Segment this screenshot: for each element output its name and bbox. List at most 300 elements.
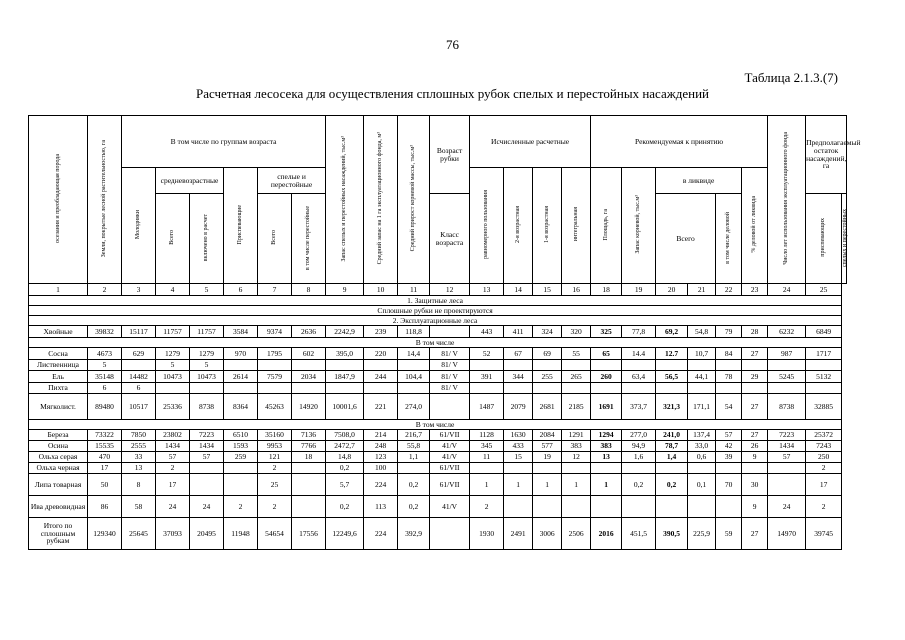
table-cell [224,463,258,474]
table-cell: 5 [190,360,224,371]
row-label: Лиственница [29,360,88,371]
table-cell [622,383,656,394]
forest-cut-table [28,115,861,550]
table-cell: 970 [224,348,258,360]
table-cell [622,463,656,474]
table-cell [688,360,716,371]
table-cell: 8 [122,474,156,496]
table-cell: 41/V [430,452,470,463]
table-cell [656,463,688,474]
table-cell: 1930 [470,518,504,550]
table-cell: 15117 [122,326,156,338]
table-cell: 577 [533,441,562,452]
table-cell: 265 [562,371,591,383]
table-row [29,394,847,420]
table-row [29,383,847,394]
table-cell: 1 [470,474,504,496]
table-cell: 10,7 [688,348,716,360]
table-cell: 25645 [122,518,156,550]
table-cell: 27 [742,394,768,420]
section-title: 2. Эксплуатационные леса [29,316,842,326]
table-cell: 39745 [806,518,842,550]
table-cell: 6 [88,383,122,394]
table-cell: 33,0 [688,441,716,452]
column-number: 6 [224,284,258,296]
table-cell [716,383,742,394]
table-cell: 321,3 [656,394,688,420]
row-label: Ольха черная [29,463,88,474]
table-cell: 58 [122,496,156,518]
table-cell [591,496,622,518]
table-cell [591,360,622,371]
table-cell: 1795 [258,348,292,360]
header-cell: Приспевающие [224,168,258,284]
table-cell [806,360,842,371]
table-cell: 61/VII [430,474,470,496]
table-cell: 32885 [806,394,842,420]
header-cell: включено в расчет [190,194,224,284]
table-cell: 1487 [470,394,504,420]
table-cell: 2 [224,496,258,518]
table-cell: 2 [806,463,842,474]
section-title: 1. Защитные леса [29,296,842,306]
table-cell: 73322 [88,430,122,441]
table-cell: 7850 [122,430,156,441]
table-cell [716,463,742,474]
header-cell: Рекомендуемая к принятию [591,116,768,168]
table-label: Таблица 2.1.3.(7) [744,70,838,85]
table-cell [190,474,224,496]
table-cell [224,360,258,371]
table-cell: 24 [156,496,190,518]
table-cell [364,383,398,394]
header-cell: Средний прирост корневой массы, тыс.м³ [398,116,430,284]
header-cell: В том числе по группам возраста [122,116,326,168]
column-number: 8 [292,284,326,296]
table-cell: 11757 [190,326,224,338]
column-number: 12 [430,284,470,296]
column-number: 9 [326,284,364,296]
table-cell: 118,8 [398,326,430,338]
table-cell: 41/V [430,441,470,452]
table-cell [430,394,470,420]
table-cell: 1 [562,474,591,496]
column-number: 11 [398,284,430,296]
row-label: Хвойные [29,326,88,338]
table-cell: 10517 [122,394,156,420]
table-cell: 2 [470,496,504,518]
table-cell: 37093 [156,518,190,550]
table-cell: 0,2 [656,474,688,496]
header-cell: Исчисленные расчетные [470,116,591,168]
table-cell: 2636 [292,326,326,338]
column-number: 10 [364,284,398,296]
column-number: 7 [258,284,292,296]
table-cell: 225,9 [688,518,716,550]
table-cell: 470 [88,452,122,463]
table-cell: 629 [122,348,156,360]
table-cell [292,360,326,371]
table-cell: 25336 [156,394,190,420]
table-cell: 13 [591,452,622,463]
table-cell: 15 [504,452,533,463]
table-cell: 0,2 [326,463,364,474]
table-cell: 81/ V [430,348,470,360]
header-cell: Класс возраста [430,194,470,284]
row-label: Береза [29,430,88,441]
table-cell: 14,8 [326,452,364,463]
table-row [29,430,847,441]
table-cell: 0,2 [326,496,364,518]
table-row [29,518,847,550]
table-cell [768,474,806,496]
table-cell: 2185 [562,394,591,420]
header-cell: Земли, покрытые лесной растительностью, га [88,116,122,284]
table-cell: 0,6 [688,452,716,463]
column-number: 15 [533,284,562,296]
table-row [29,360,847,371]
table-cell: 1434 [768,441,806,452]
table-cell: 121 [258,452,292,463]
table-cell: 250 [806,452,842,463]
table-cell: 81/ V [430,360,470,371]
table-cell: 25 [258,474,292,496]
table-row [29,348,847,360]
table-cell: 12.7 [656,348,688,360]
table-cell: 224 [364,518,398,550]
table-cell: 325 [591,326,622,338]
header-cell: 1-я возрастная [533,168,562,284]
table-cell: 5132 [806,371,842,383]
table-cell: 129340 [88,518,122,550]
table-cell: 411 [504,326,533,338]
table-cell: 123 [364,452,398,463]
table-cell [504,360,533,371]
table-cell: 345 [470,441,504,452]
table-cell: 7766 [292,441,326,452]
header-cell: Всего [656,194,716,284]
header-cell: Запас спелых и перестойных насаждений, тыс.м³ [326,116,364,284]
row-label: Ива древовидная [29,496,88,518]
table-cell [398,463,430,474]
table-cell: 1291 [562,430,591,441]
table-cell: 27 [742,518,768,550]
table-cell [656,383,688,394]
table-cell: 27 [742,348,768,360]
table-cell: 14970 [768,518,806,550]
table-cell: 29 [742,371,768,383]
table-cell [622,496,656,518]
table-cell: 2084 [533,430,562,441]
table-cell: 244 [364,371,398,383]
table-cell [258,383,292,394]
table-cell: 2 [156,463,190,474]
table-cell [562,496,591,518]
column-number: 5 [190,284,224,296]
table-cell: 6232 [768,326,806,338]
table-cell [190,383,224,394]
table-cell: 2614 [224,371,258,383]
subheading: В том числе [29,338,842,348]
table-cell: 8738 [190,394,224,420]
row-label: Ель [29,371,88,383]
table-cell: 61/VII [430,463,470,474]
table-cell: 6 [122,383,156,394]
table-cell [768,383,806,394]
column-number: 22 [716,284,742,296]
column-number: 14 [504,284,533,296]
table-cell: 0,1 [688,474,716,496]
table-cell: 78,7 [656,441,688,452]
table-cell: 2242,9 [326,326,364,338]
table-cell: 214 [364,430,398,441]
table-cell [156,383,190,394]
table-cell: 25372 [806,430,842,441]
table-cell: 2472,7 [326,441,364,452]
table-cell: 7508,0 [326,430,364,441]
table-cell: 1717 [806,348,842,360]
column-number: 19 [622,284,656,296]
table-cell: 104,4 [398,371,430,383]
header-cell: 2-я возрастная [504,168,533,284]
table-title: Расчетная лесосека для осуществления сплошных рубок спелых и перестойных насаждений [196,86,709,101]
table-cell [398,360,430,371]
table-cell: 56,5 [656,371,688,383]
table-cell [591,383,622,394]
table-cell: 248 [364,441,398,452]
table-cell: 18 [292,452,326,463]
table-cell: 2506 [562,518,591,550]
table-cell: 1434 [190,441,224,452]
header-cell: в том числе деловой [716,194,742,284]
table-cell: 2 [806,496,842,518]
table-cell: 1279 [190,348,224,360]
header-cell: Всего [156,194,190,284]
table-cell: 30 [742,474,768,496]
table-cell: 395,0 [326,348,364,360]
table-cell: 1593 [224,441,258,452]
table-cell [122,360,156,371]
table-cell: 1128 [470,430,504,441]
table-cell: 1847,9 [326,371,364,383]
table-cell: 8738 [768,394,806,420]
table-cell: 2034 [292,371,326,383]
column-number: 24 [768,284,806,296]
table-cell: 383 [562,441,591,452]
header-cell: в том числе перестойные [292,194,326,284]
table-cell: 42 [716,441,742,452]
table-cell: 14920 [292,394,326,420]
table-cell: 2681 [533,394,562,420]
table-cell: 78 [716,371,742,383]
table-cell [768,360,806,371]
table-cell: 8364 [224,394,258,420]
table-cell: 24 [190,496,224,518]
table-cell: 35160 [258,430,292,441]
table-cell [398,383,430,394]
table-cell [688,463,716,474]
column-number: 16 [562,284,591,296]
table-cell: 320 [562,326,591,338]
table-cell: 2079 [504,394,533,420]
table-cell: 1,6 [622,452,656,463]
table-cell: 86 [88,496,122,518]
table-cell [470,360,504,371]
table-cell: 94,9 [622,441,656,452]
table-cell: 63,4 [622,371,656,383]
table-cell: 19 [533,452,562,463]
table-cell [224,383,258,394]
table-cell [688,383,716,394]
table-cell: 5 [88,360,122,371]
header-cell: осезания и преобладающая порода [29,116,88,284]
table-cell [533,383,562,394]
table-cell: 113 [364,496,398,518]
table-cell: 15535 [88,441,122,452]
table-cell: 24 [768,496,806,518]
table-cell [656,496,688,518]
table-cell: 17 [88,463,122,474]
table-cell [258,360,292,371]
subheading: В том числе [29,420,842,430]
table-cell: 44,1 [688,371,716,383]
table-cell: 0,2 [398,474,430,496]
table-cell: 1 [504,474,533,496]
table-row [29,496,847,518]
table-cell: 344 [504,371,533,383]
header-cell: Молодняки [122,168,156,284]
table-cell [504,463,533,474]
table-cell [533,360,562,371]
header-cell: Средний запас на 1 га эксплуатационного фонда, м³ [364,116,398,284]
table-cell: 69,2 [656,326,688,338]
table-cell: 54,8 [688,326,716,338]
table-cell: 20495 [190,518,224,550]
column-number: 1 [29,284,88,296]
table-cell: 10473 [190,371,224,383]
table-cell [292,474,326,496]
table-cell: 390,5 [656,518,688,550]
header-cell: Предполагаемый остаток насаждений, га [806,116,847,194]
row-label: Сосна [29,348,88,360]
table-cell [562,383,591,394]
table-cell: 1434 [156,441,190,452]
table-cell: 10001,6 [326,394,364,420]
table-cell: 100 [364,463,398,474]
table-cell [292,463,326,474]
table-cell [430,518,470,550]
header-cell: спелых и перестойных [842,194,847,284]
header-cell: Запас корневой, тыс.м³ [622,168,656,284]
table-cell [326,383,364,394]
row-label: Липа товарная [29,474,88,496]
table-cell: 277,0 [622,430,656,441]
table-cell [470,383,504,394]
table-cell: 17556 [292,518,326,550]
column-number: 3 [122,284,156,296]
table-cell: 2 [258,463,292,474]
column-number: 21 [688,284,716,296]
table-cell: 6849 [806,326,842,338]
table-cell [742,463,768,474]
table-cell: 3584 [224,326,258,338]
table-cell: 2491 [504,518,533,550]
table-cell: 239 [364,326,398,338]
table-cell: 373,7 [622,394,656,420]
table-cell [716,360,742,371]
table-cell: 1294 [591,430,622,441]
table-cell: 14482 [122,371,156,383]
table-cell: 0,2 [398,496,430,518]
header-cell: в ликвиде [656,168,742,194]
table-cell: 13 [122,463,156,474]
table-cell [326,360,364,371]
table-cell: 35148 [88,371,122,383]
column-number: 2 [88,284,122,296]
table-cell: 45263 [258,394,292,420]
table-cell: 1,1 [398,452,430,463]
table-cell: 3006 [533,518,562,550]
table-cell: 1691 [591,394,622,420]
table-row [29,441,847,452]
table-cell: 260 [591,371,622,383]
page-number: 76 [446,37,459,52]
table-cell: 1 [533,474,562,496]
table-cell: 7223 [768,430,806,441]
table-cell: 69 [533,348,562,360]
table-row [29,463,847,474]
table-cell: 171,1 [688,394,716,420]
table-cell: 2 [258,496,292,518]
table-cell: 41/V [430,496,470,518]
table-cell: 274,0 [398,394,430,420]
table-cell: 324 [533,326,562,338]
table-cell [656,360,688,371]
row-label: Осина [29,441,88,452]
table-cell: 39832 [88,326,122,338]
table-cell [364,360,398,371]
table-cell: 10473 [156,371,190,383]
table-cell [533,496,562,518]
table-cell: 987 [768,348,806,360]
table-cell: 259 [224,452,258,463]
header-cell: Число лет использования эксплуатационного фонда [768,116,806,284]
table-cell: 61/VII [430,430,470,441]
table-cell [806,383,842,394]
column-number: 23 [742,284,768,296]
table-cell: 6510 [224,430,258,441]
table-cell: 224 [364,474,398,496]
table-cell: 602 [292,348,326,360]
table-cell: 28 [742,326,768,338]
table-cell [470,463,504,474]
table-cell: 17 [156,474,190,496]
table-cell: 383 [591,441,622,452]
header-cell: Всего [258,194,292,284]
table-cell: 17 [806,474,842,496]
table-cell: 59 [716,518,742,550]
column-number: 4 [156,284,190,296]
table-cell: 4673 [88,348,122,360]
table-row [29,452,847,463]
table-cell: 70 [716,474,742,496]
table-cell [591,463,622,474]
table-cell: 1279 [156,348,190,360]
header-cell: равномерного пользования [470,168,504,284]
table-cell: 5,7 [326,474,364,496]
table-cell: 11 [470,452,504,463]
header-cell: спелые и перестойные [258,168,326,194]
